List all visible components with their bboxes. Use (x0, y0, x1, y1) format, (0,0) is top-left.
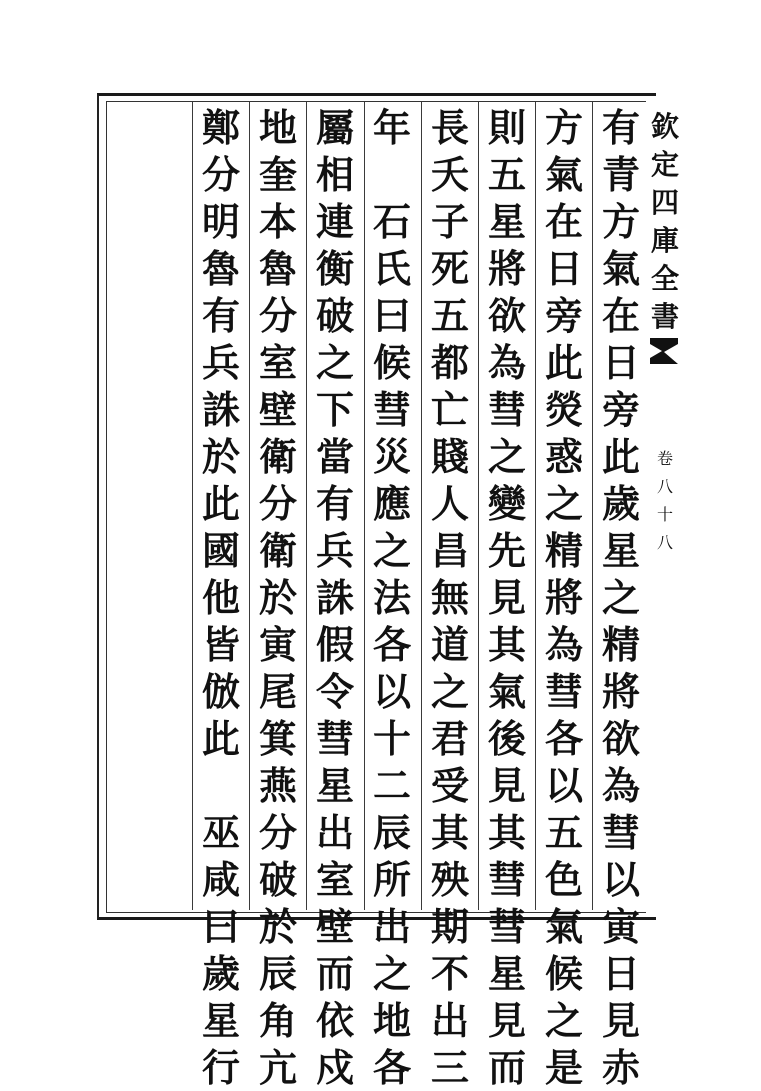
text-char: 戍 (315, 1045, 354, 1090)
text-char: 欲 (601, 716, 640, 761)
text-char: 出 (430, 998, 469, 1043)
text-char: 星 (487, 199, 526, 244)
column-rule-1 (592, 102, 593, 910)
text-char: 有 (315, 481, 354, 526)
text-column-4 (426, 104, 474, 1090)
book-title-char: 定 (650, 148, 679, 181)
text-char: 三 (430, 1045, 469, 1090)
text-column-2 (540, 104, 588, 1090)
text-char: 星 (601, 528, 640, 573)
text-char: 方 (544, 105, 583, 150)
text-char: 出 (315, 810, 354, 855)
text-char: 見 (487, 575, 526, 620)
text-char: 所 (372, 857, 411, 902)
text-char: 彗 (487, 904, 526, 949)
text-char: 年 (372, 105, 411, 150)
text-char: 他 (201, 575, 240, 620)
text-char: 夭 (430, 152, 469, 197)
text-char: 彗 (487, 387, 526, 432)
text-char: 之 (544, 998, 583, 1043)
text-char (370, 151, 414, 198)
juan-char: 八 (656, 477, 673, 496)
text-char: 見 (487, 998, 526, 1043)
text-char: 昌 (430, 528, 469, 573)
text-char: 殃 (430, 857, 469, 902)
text-char: 角 (258, 998, 297, 1043)
text-char: 兵 (201, 340, 240, 385)
text-char: 將 (544, 575, 583, 620)
text-char: 不 (430, 951, 469, 996)
juan-char: 卷 (656, 449, 673, 468)
text-char: 魯 (258, 246, 297, 291)
text-char: 誅 (315, 575, 354, 620)
text-char: 人 (430, 481, 469, 526)
text-char: 衡 (315, 246, 354, 291)
text-char: 日 (601, 951, 640, 996)
text-char: 地 (372, 998, 411, 1043)
text-char: 其 (487, 622, 526, 667)
text-char: 二 (372, 763, 411, 808)
column-rule-3 (478, 102, 479, 910)
text-char: 辰 (372, 810, 411, 855)
text-char: 長 (430, 105, 469, 150)
text-char: 精 (544, 528, 583, 573)
text-char: 地 (258, 105, 297, 150)
text-char: 下 (315, 387, 354, 432)
text-char: 見 (487, 763, 526, 808)
text-char: 後 (487, 716, 526, 761)
text-char: 道 (430, 622, 469, 667)
text-char: 相 (315, 152, 354, 197)
text-char: 燕 (258, 763, 297, 808)
column-rule-8 (192, 102, 193, 910)
text-char: 法 (372, 575, 411, 620)
text-char: 衛 (258, 434, 297, 479)
text-char: 分 (258, 481, 297, 526)
text-char: 候 (544, 951, 583, 996)
text-char: 惑 (544, 434, 583, 479)
column-rule-2 (535, 102, 536, 910)
text-char: 青 (601, 152, 640, 197)
text-char: 室 (315, 857, 354, 902)
text-char: 各 (544, 716, 583, 761)
book-title-char: 欽 (650, 110, 679, 143)
text-char: 明 (201, 199, 240, 244)
text-char: 以 (601, 857, 640, 902)
text-char: 彗 (487, 857, 526, 902)
text-char: 賤 (430, 434, 469, 479)
text-char: 破 (258, 857, 297, 902)
text-char: 各 (372, 622, 411, 667)
text-char: 欲 (487, 293, 526, 338)
text-char: 十 (372, 716, 411, 761)
text-char: 有 (601, 105, 640, 150)
text-char: 子 (430, 199, 469, 244)
text-char: 行 (201, 1045, 240, 1090)
text-char: 方 (601, 199, 640, 244)
text-char: 之 (544, 481, 583, 526)
text-char: 歲 (601, 481, 640, 526)
text-char: 曰 (372, 293, 411, 338)
column-rule-7 (249, 102, 250, 910)
text-char: 屬 (315, 105, 354, 150)
text-char: 分 (201, 152, 240, 197)
text-char: 日 (544, 246, 583, 291)
text-char: 熒 (544, 387, 583, 432)
text-char: 壁 (258, 387, 297, 432)
text-char: 之 (372, 528, 411, 573)
text-char: 將 (487, 246, 526, 291)
text-char: 倣 (201, 669, 240, 714)
text-char: 而 (315, 951, 354, 996)
text-char: 於 (258, 575, 297, 620)
text-char: 歲 (201, 951, 240, 996)
text-char: 於 (201, 434, 240, 479)
text-char: 有 (201, 293, 240, 338)
text-char: 連 (315, 199, 354, 244)
text-char: 衛 (258, 528, 297, 573)
text-char: 赤 (601, 1045, 640, 1090)
text-char: 寅 (601, 904, 640, 949)
text-char: 於 (258, 904, 297, 949)
text-column-6 (311, 104, 359, 1090)
text-char: 以 (372, 669, 411, 714)
text-char: 本 (258, 199, 297, 244)
text-char: 為 (544, 622, 583, 667)
text-char: 君 (430, 716, 469, 761)
text-char: 之 (487, 434, 526, 479)
text-char: 彗 (544, 669, 583, 714)
text-char: 破 (315, 293, 354, 338)
text-char: 之 (372, 951, 411, 996)
text-char: 出 (372, 904, 411, 949)
text-char: 箕 (258, 716, 297, 761)
text-char: 色 (544, 857, 583, 902)
text-char: 壁 (315, 904, 354, 949)
text-column-1 (597, 104, 645, 1090)
text-char: 此 (201, 481, 240, 526)
text-char: 氣 (601, 246, 640, 291)
text-char: 寅 (258, 622, 297, 667)
text-char: 彗 (601, 810, 640, 855)
text-char: 在 (601, 293, 640, 338)
text-char: 魯 (201, 246, 240, 291)
text-char: 分 (258, 810, 297, 855)
text-char: 奎 (258, 152, 297, 197)
book-title-char: 全 (650, 262, 679, 295)
text-char: 旁 (544, 293, 583, 338)
text-char: 國 (201, 528, 240, 573)
text-char: 星 (487, 951, 526, 996)
book-title-char: 四 (650, 186, 679, 219)
text-char: 誅 (201, 387, 240, 432)
text-char: 災 (372, 434, 411, 479)
text-char: 候 (372, 340, 411, 385)
text-char: 死 (430, 246, 469, 291)
text-char (199, 762, 243, 809)
column-rule-6 (306, 102, 307, 910)
text-char: 精 (601, 622, 640, 667)
text-char: 先 (487, 528, 526, 573)
text-char: 巫 (201, 810, 240, 855)
text-char: 在 (544, 199, 583, 244)
text-char: 應 (372, 481, 411, 526)
text-char: 五 (544, 810, 583, 855)
text-char: 則 (487, 105, 526, 150)
text-char: 尾 (258, 669, 297, 714)
text-char: 彗 (315, 716, 354, 761)
text-char: 變 (487, 481, 526, 526)
text-char: 皆 (201, 622, 240, 667)
text-char: 之 (430, 669, 469, 714)
book-title-char: 庫 (650, 224, 679, 257)
text-char: 見 (601, 998, 640, 1043)
text-char: 咸 (201, 857, 240, 902)
text-column-3 (483, 104, 531, 1090)
text-char: 受 (430, 763, 469, 808)
text-char: 令 (315, 669, 354, 714)
text-char: 分 (258, 293, 297, 338)
text-char: 當 (315, 434, 354, 479)
text-char: 辰 (258, 951, 297, 996)
text-char: 之 (601, 575, 640, 620)
book-title-char: 書 (650, 300, 679, 333)
column-rule-5 (364, 102, 365, 910)
text-char: 無 (430, 575, 469, 620)
text-char: 其 (430, 810, 469, 855)
text-char: 五 (430, 293, 469, 338)
margin-column (644, 96, 684, 926)
text-char: 室 (258, 340, 297, 385)
text-char: 星 (201, 998, 240, 1043)
text-char: 亢 (258, 1045, 297, 1090)
text-char: 此 (201, 716, 240, 761)
juan-char: 八 (656, 533, 673, 552)
juan-char: 十 (656, 505, 673, 524)
text-char: 各 (372, 1045, 411, 1090)
text-char: 為 (601, 763, 640, 808)
text-char: 日 (601, 340, 640, 385)
text-char: 石 (372, 199, 411, 244)
text-char: 彗 (372, 387, 411, 432)
text-column-7 (254, 104, 302, 1090)
text-char: 五 (487, 152, 526, 197)
text-char: 此 (601, 434, 640, 479)
text-char: 此 (544, 340, 583, 385)
text-column-9 (140, 104, 188, 904)
text-char: 氏 (372, 246, 411, 291)
column-rule-4 (421, 102, 422, 910)
text-char: 氣 (544, 152, 583, 197)
text-column-5 (368, 104, 416, 1090)
text-char: 旁 (601, 387, 640, 432)
text-char: 其 (487, 810, 526, 855)
text-char: 曰 (201, 904, 240, 949)
text-char: 期 (430, 904, 469, 949)
text-char: 氣 (544, 904, 583, 949)
text-char: 氣 (487, 669, 526, 714)
text-char: 假 (315, 622, 354, 667)
text-char: 鄭 (201, 105, 240, 150)
text-char: 而 (487, 1045, 526, 1090)
fish-tail-mark-icon (648, 336, 680, 366)
text-char: 將 (601, 669, 640, 714)
text-char: 亡 (430, 387, 469, 432)
text-char: 之 (315, 340, 354, 385)
text-char: 為 (487, 340, 526, 385)
text-char: 依 (315, 998, 354, 1043)
text-char: 以 (544, 763, 583, 808)
text-char: 都 (430, 340, 469, 385)
text-column-8 (197, 104, 245, 1090)
text-char: 星 (315, 763, 354, 808)
text-char: 兵 (315, 528, 354, 573)
text-char: 是 (544, 1045, 583, 1090)
